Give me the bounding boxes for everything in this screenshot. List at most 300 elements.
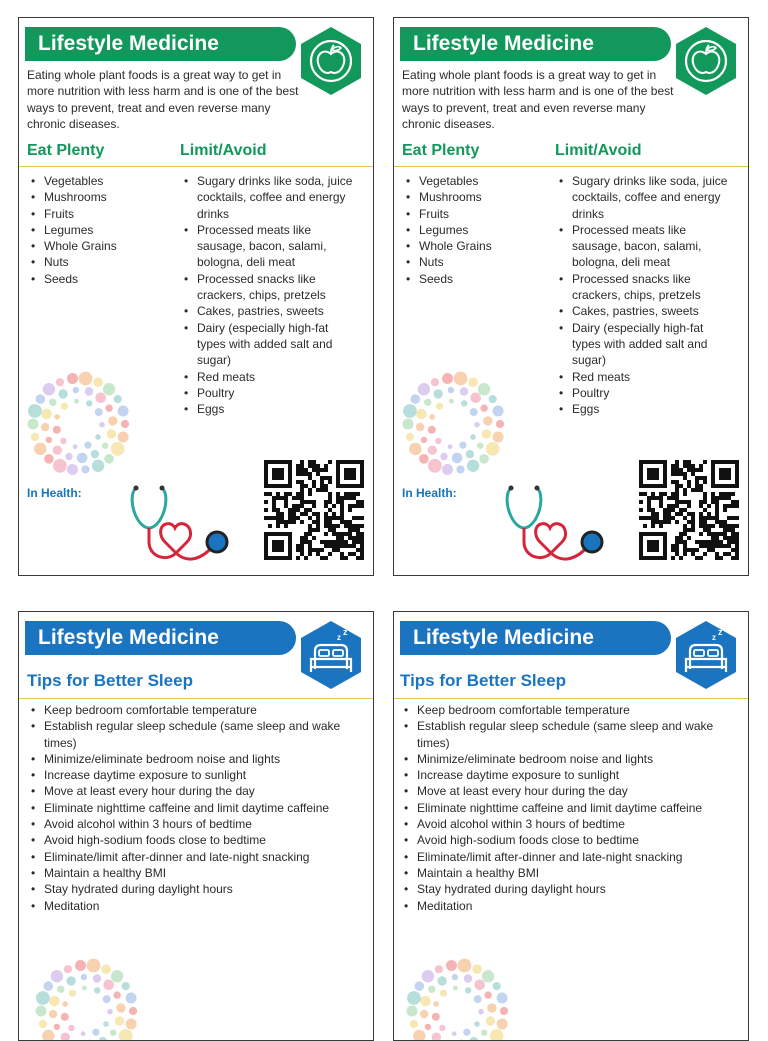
- decorative-dot: [470, 1037, 478, 1041]
- qr-module: [735, 540, 739, 544]
- heading-divider: [394, 698, 748, 699]
- qr-module: [304, 508, 308, 512]
- qr-module: [324, 464, 328, 468]
- qr-module: [699, 488, 703, 492]
- decorative-dot: [448, 387, 454, 393]
- decorative-dot: [466, 450, 474, 458]
- decorative-dot: [53, 446, 62, 455]
- qr-module: [304, 556, 308, 560]
- decorative-dot: [424, 399, 431, 406]
- qr-module: [340, 540, 344, 544]
- decorative-dot: [69, 990, 76, 997]
- decorative-dot: [406, 433, 414, 441]
- qr-module: [711, 492, 715, 496]
- apple-icon: [670, 25, 742, 97]
- list-item: • Whole Grains: [27, 238, 177, 254]
- qr-module: [316, 528, 320, 532]
- qr-module: [671, 464, 675, 468]
- stethoscope-heart-icon: [129, 484, 241, 566]
- qr-module: [663, 492, 667, 496]
- qr-module: [312, 528, 316, 532]
- decorative-dot: [463, 1029, 470, 1036]
- qr-module: [304, 468, 308, 472]
- qr-module: [320, 484, 324, 488]
- decorative-dot: [77, 453, 88, 464]
- qr-module: [360, 504, 364, 508]
- decorative-dot: [41, 423, 49, 431]
- qr-code[interactable]: [639, 460, 739, 560]
- list-item: • Nuts: [27, 254, 177, 270]
- qr-module: [687, 520, 691, 524]
- qr-module: [671, 508, 675, 512]
- qr-module: [651, 516, 655, 520]
- decorative-dot: [459, 442, 466, 449]
- qr-module: [683, 552, 687, 556]
- decorative-dot: [93, 377, 103, 387]
- decorative-dot: [470, 434, 476, 440]
- qr-module: [731, 492, 735, 496]
- sleep-tips-heading: Tips for Better Sleep: [27, 671, 193, 691]
- qr-module: [695, 488, 699, 492]
- qr-module: [296, 544, 300, 548]
- qr-module: [719, 556, 723, 560]
- qr-module: [308, 472, 312, 476]
- qr-module: [679, 484, 683, 488]
- qr-module: [344, 556, 348, 560]
- qr-module: [679, 556, 683, 560]
- qr-module: [356, 556, 360, 560]
- qr-module: [296, 496, 300, 500]
- decorative-dot: [49, 996, 60, 1007]
- qr-module: [344, 540, 348, 544]
- qr-module: [324, 540, 328, 544]
- qr-module: [683, 500, 687, 504]
- decorative-dot: [429, 414, 435, 420]
- qr-module: [683, 516, 687, 520]
- qr-module: [723, 524, 727, 528]
- qr-module: [340, 512, 344, 516]
- qr-module: [735, 536, 739, 540]
- qr-module: [300, 480, 304, 484]
- qr-module: [328, 496, 332, 500]
- heading-divider: [394, 166, 748, 167]
- sleep-tips-heading: Tips for Better Sleep: [400, 671, 566, 691]
- decorative-dot: [458, 959, 472, 973]
- qr-module: [316, 552, 320, 556]
- qr-module: [707, 524, 711, 528]
- qr-module: [308, 552, 312, 556]
- qr-module: [707, 516, 711, 520]
- qr-module: [723, 528, 727, 532]
- decorative-dot: [409, 443, 421, 455]
- list-item: • Red meats: [555, 369, 733, 385]
- qr-module: [699, 464, 703, 468]
- qr-module: [671, 516, 675, 520]
- qr-module: [352, 528, 356, 532]
- qr-module: [703, 552, 707, 556]
- qr-module: [312, 484, 316, 488]
- decorative-dot: [432, 1033, 441, 1041]
- qr-module: [687, 548, 691, 552]
- decorative-dot: [44, 981, 54, 991]
- qr-module: [707, 512, 711, 516]
- qr-module: [715, 556, 719, 560]
- list-item: • Whole Grains: [402, 238, 552, 254]
- decorative-dot: [34, 443, 46, 455]
- qr-module: [360, 536, 364, 540]
- qr-module: [703, 516, 707, 520]
- qr-module: [691, 548, 695, 552]
- decorative-dot: [129, 1007, 137, 1015]
- decorative-dot: [39, 1020, 47, 1028]
- qr-module: [312, 460, 316, 464]
- bed-sleep-icon: [670, 619, 742, 691]
- decorative-dot: [425, 1024, 431, 1030]
- qr-module: [352, 536, 356, 540]
- qr-module: [675, 472, 679, 476]
- list-item: • Vegetables: [27, 173, 177, 189]
- qr-module: [683, 532, 687, 536]
- qr-module: [300, 552, 304, 556]
- decorative-dot: [474, 422, 480, 428]
- list-item: • Avoid high-sodium foods close to bedtime: [27, 832, 367, 848]
- decorative-dot: [36, 1006, 47, 1017]
- list-item: • Vegetables: [402, 173, 552, 189]
- qr-module: [284, 496, 288, 500]
- decorative-dot: [111, 970, 123, 982]
- qr-module: [344, 520, 348, 524]
- qr-module: [292, 520, 296, 524]
- qr-module: [671, 556, 675, 560]
- decorative-dot: [482, 970, 494, 982]
- qr-module: [667, 508, 671, 512]
- qr-module: [360, 532, 364, 536]
- qr-module: [320, 556, 324, 560]
- qr-module: [699, 484, 703, 488]
- qr-module: [731, 548, 735, 552]
- decorative-dot: [493, 432, 504, 443]
- list-item: • Eggs: [180, 401, 358, 417]
- qr-module: [280, 516, 284, 520]
- qr-module: [727, 492, 731, 496]
- decorative-dot: [81, 1031, 86, 1036]
- qr-module: [703, 508, 707, 512]
- qr-module: [715, 520, 719, 524]
- decorative-dot: [36, 991, 50, 1005]
- qr-module: [687, 464, 691, 468]
- qr-module: [727, 504, 731, 508]
- decorative-dot: [468, 377, 478, 387]
- decorative-dot: [87, 959, 101, 973]
- qr-module: [324, 532, 328, 536]
- qr-module: [659, 524, 663, 528]
- in-health-label: In Health:: [402, 486, 457, 500]
- qr-module: [336, 516, 340, 520]
- qr-module: [312, 500, 316, 504]
- qr-module: [735, 516, 739, 520]
- qr-module: [296, 468, 300, 472]
- qr-module: [324, 520, 328, 524]
- nutrition-card-right: [393, 17, 749, 576]
- qr-module: [719, 532, 723, 536]
- decorative-dot: [73, 387, 79, 393]
- qr-module: [344, 524, 348, 528]
- qr-module: [707, 548, 711, 552]
- qr-module: [655, 496, 659, 500]
- qr-module: [348, 532, 352, 536]
- qr-module: [296, 472, 300, 476]
- qr-module: [715, 532, 719, 536]
- eat-plenty-heading: Eat Plenty: [402, 142, 479, 160]
- qr-module: [352, 496, 356, 500]
- qr-module: [659, 520, 663, 524]
- qr-module: [292, 504, 296, 508]
- qr-module: [639, 516, 643, 520]
- qr-module: [687, 500, 691, 504]
- qr-module: [691, 552, 695, 556]
- list-item: • Eliminate nighttime caffeine and limit daytime caffeine: [27, 800, 367, 816]
- qr-module: [292, 512, 296, 516]
- qr-module: [723, 496, 727, 500]
- qr-module: [308, 548, 312, 552]
- qr-module: [304, 472, 308, 476]
- qr-module: [731, 504, 735, 508]
- qr-module: [675, 520, 679, 524]
- qr-module: [683, 528, 687, 532]
- qr-module: [695, 484, 699, 488]
- qr-module: [687, 536, 691, 540]
- eat-plenty-heading: Eat Plenty: [27, 142, 104, 160]
- qr-module: [651, 492, 655, 496]
- qr-module: [288, 508, 292, 512]
- qr-module: [348, 544, 352, 548]
- apple-icon: [295, 25, 367, 97]
- qr-module: [659, 492, 663, 496]
- decorative-dot: [496, 420, 504, 428]
- decorative-dot: [67, 373, 78, 384]
- qr-module: [356, 516, 360, 520]
- decorative-dot: [60, 438, 66, 444]
- qr-module: [699, 544, 703, 548]
- decorative-dot: [449, 399, 454, 404]
- qr-module: [671, 468, 675, 472]
- qr-module: [308, 464, 312, 468]
- qr-module: [727, 544, 731, 548]
- qr-module: [707, 528, 711, 532]
- qr-module: [312, 468, 316, 472]
- qr-module: [683, 488, 687, 492]
- qr-module: [731, 536, 735, 540]
- qr-module: [352, 504, 356, 508]
- decorative-dot: [432, 1013, 440, 1021]
- decorative-dot: [474, 980, 485, 991]
- decorative-dot: [113, 991, 120, 998]
- qr-module: [300, 540, 304, 544]
- list-item: • Seeds: [27, 271, 177, 287]
- decorative-dot: [81, 974, 87, 980]
- list-item: • Establish regular sleep schedule (same sleep and wake times): [400, 718, 745, 751]
- qr-module: [703, 496, 707, 500]
- decorative-dot: [478, 383, 490, 395]
- list-item: • Legumes: [27, 222, 177, 238]
- decorative-dot: [490, 1029, 504, 1041]
- qr-module: [731, 556, 735, 560]
- qr-module: [272, 500, 276, 504]
- qr-module: [727, 528, 731, 532]
- qr-module: [296, 516, 300, 520]
- qr-module: [320, 548, 324, 552]
- qr-module: [360, 544, 364, 548]
- decorative-dot: [93, 974, 101, 982]
- decorative-dot: [465, 987, 471, 993]
- decorative-dot: [500, 1007, 508, 1015]
- qr-module: [316, 468, 320, 472]
- qr-module: [348, 508, 352, 512]
- qr-module: [348, 496, 352, 500]
- qr-module: [300, 512, 304, 516]
- qr-module: [300, 472, 304, 476]
- decorative-dot: [440, 453, 447, 460]
- decorative-dot: [108, 416, 117, 425]
- qr-module: [332, 524, 336, 528]
- qr-module: [715, 516, 719, 520]
- qr-module: [699, 540, 703, 544]
- qr-module: [703, 528, 707, 532]
- qr-module: [707, 504, 711, 508]
- decorative-dot: [452, 1031, 457, 1036]
- qr-module: [300, 464, 304, 468]
- qr-module: [284, 524, 288, 528]
- qr-module: [699, 556, 703, 560]
- list-item: • Mushrooms: [402, 189, 552, 205]
- qr-module: [312, 512, 316, 516]
- decorative-dot: [68, 1025, 74, 1031]
- decorative-dot: [411, 394, 421, 404]
- list-item: • Processed meats like sausage, bacon, salami, bologna, deli meat: [180, 222, 358, 271]
- decorative-dot: [36, 394, 46, 404]
- qr-module: [671, 492, 675, 496]
- qr-module: [344, 496, 348, 500]
- decorative-dot: [95, 408, 103, 416]
- qr-module: [683, 540, 687, 544]
- qr-module: [284, 500, 288, 504]
- qr-module: [699, 512, 703, 516]
- qr-module: [312, 480, 316, 484]
- qr-module: [735, 552, 739, 556]
- qr-module: [675, 484, 679, 488]
- qr-module: [348, 536, 352, 540]
- decorative-dot: [470, 393, 481, 404]
- qr-module: [308, 528, 312, 532]
- qr-module: [264, 508, 268, 512]
- qr-module: [296, 480, 300, 484]
- qr-module: [268, 492, 272, 496]
- qr-module: [332, 548, 336, 552]
- qr-module: [735, 544, 739, 548]
- card-title: Lifestyle Medicine: [25, 27, 296, 61]
- qr-module: [332, 528, 336, 532]
- list-item: • Processed snacks like crackers, chips, pretzels: [555, 271, 733, 304]
- qr-module: [276, 512, 280, 516]
- decorative-dot: [435, 965, 443, 973]
- decorative-dot: [439, 1025, 445, 1031]
- decorative-dot: [420, 1010, 428, 1018]
- sleep-card-right: [393, 611, 749, 1041]
- qr-module: [723, 492, 727, 496]
- decorative-dot: [105, 404, 112, 411]
- decorative-dot: [61, 1013, 69, 1021]
- qr-module: [336, 540, 340, 544]
- qr-module: [276, 508, 280, 512]
- qr-module: [711, 524, 715, 528]
- decorative-dot: [483, 416, 492, 425]
- qr-module: [675, 544, 679, 548]
- qr-module: [735, 532, 739, 536]
- list-item: • Avoid alcohol within 3 hours of bedtime: [400, 816, 745, 832]
- qr-module: [695, 476, 699, 480]
- qr-module: [711, 496, 715, 500]
- qr-module: [328, 528, 332, 532]
- qr-module: [671, 472, 675, 476]
- decorative-dot: [477, 443, 483, 449]
- qr-module: [711, 540, 715, 544]
- qr-module: [288, 516, 292, 520]
- qr-module: [655, 512, 659, 516]
- qr-module: [703, 500, 707, 504]
- list-item: • Eliminate/limit after-dinner and late-night snacking: [27, 849, 367, 865]
- decorative-dot: [448, 444, 453, 449]
- qr-module: [699, 524, 703, 528]
- qr-module: [699, 516, 703, 520]
- qr-module: [719, 496, 723, 500]
- qr-module: [316, 472, 320, 476]
- list-item: • Cakes, pastries, sweets: [180, 303, 358, 319]
- qr-module: [715, 508, 719, 512]
- qr-module: [675, 464, 679, 468]
- qr-module: [344, 492, 348, 496]
- qr-module: [316, 520, 320, 524]
- qr-module: [683, 464, 687, 468]
- list-item: • Meditation: [400, 898, 745, 914]
- qr-module: [675, 488, 679, 492]
- qr-module: [691, 520, 695, 524]
- list-item: • Minimize/eliminate bedroom noise and lights: [400, 751, 745, 767]
- decorative-dot: [472, 964, 482, 974]
- decorative-dot: [54, 414, 60, 420]
- qr-module: [655, 520, 659, 524]
- list-item: • Eggs: [555, 401, 733, 417]
- qr-module: [715, 544, 719, 548]
- qr-module: [308, 516, 312, 520]
- decorative-dot: [442, 373, 453, 384]
- decorative-dot: [95, 434, 101, 440]
- qr-module: [711, 548, 715, 552]
- eat-plenty-list: [402, 173, 552, 287]
- qr-module: [332, 540, 336, 544]
- qr-module: [300, 496, 304, 500]
- decorative-dot: [79, 372, 93, 386]
- qr-module: [356, 532, 360, 536]
- qr-module: [328, 520, 332, 524]
- qr-module: [348, 492, 352, 496]
- qr-module: [699, 500, 703, 504]
- heading-divider: [19, 166, 373, 167]
- qr-module: [691, 512, 695, 516]
- qr-module: [308, 500, 312, 504]
- qr-module: [300, 492, 304, 496]
- qr-module: [679, 472, 683, 476]
- qr-code[interactable]: [264, 460, 364, 560]
